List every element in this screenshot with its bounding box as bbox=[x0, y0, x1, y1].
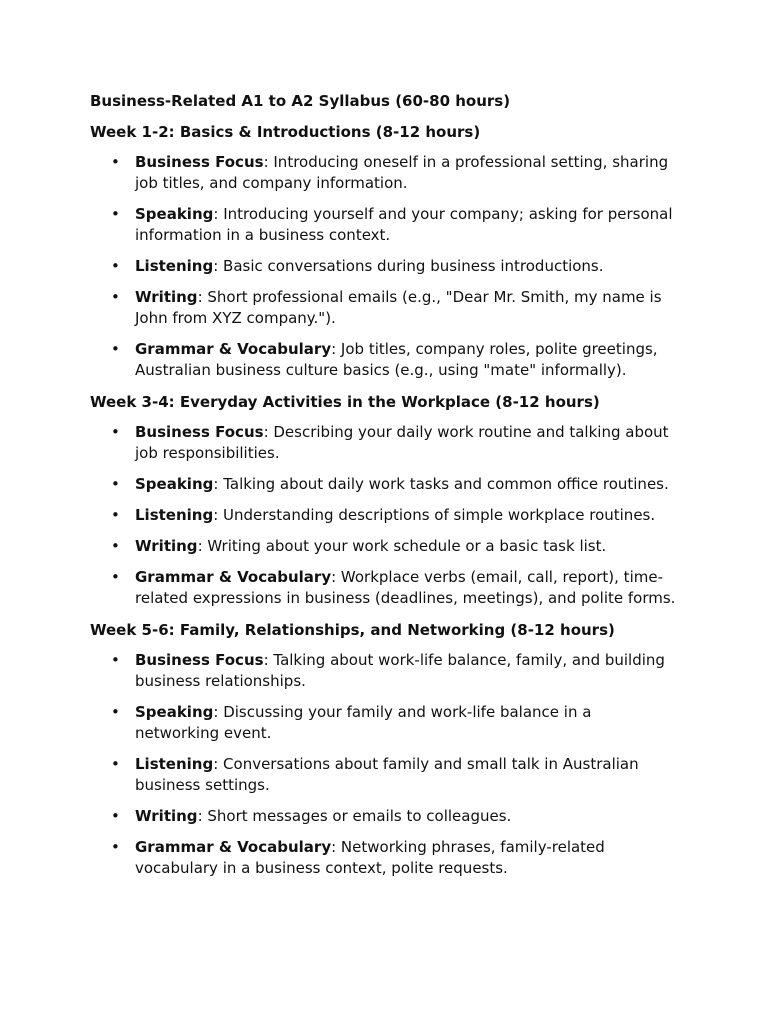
bullet-icon: • bbox=[111, 340, 120, 358]
bullet-icon: • bbox=[111, 475, 120, 493]
item-label: Listening bbox=[135, 755, 214, 773]
document-page bbox=[90, 91, 680, 890]
week-heading: Week 1-2: Basics & Introductions (8-12 hours) bbox=[90, 123, 481, 141]
bullet-icon: • bbox=[111, 205, 120, 223]
item-label: Writing bbox=[135, 288, 198, 306]
item-text: : Job titles, company roles, polite greetings, Australian business culture basics (e.g., using "mate" informally). bbox=[135, 340, 658, 379]
list-item bbox=[90, 837, 680, 879]
item-text: : Workplace verbs (email, call, report), time-related expressions in business (deadlines, meetings), and polite forms. bbox=[135, 568, 676, 607]
item-label: Business Focus bbox=[135, 651, 264, 669]
bullet-icon: • bbox=[111, 568, 120, 586]
bullet-icon: • bbox=[111, 807, 120, 825]
item-label: Speaking bbox=[135, 475, 214, 493]
list-item bbox=[90, 536, 680, 557]
item-label: Writing bbox=[135, 807, 198, 825]
topic-list bbox=[90, 650, 680, 879]
bullet-icon: • bbox=[111, 257, 120, 275]
bullet-icon: • bbox=[111, 838, 120, 856]
list-item bbox=[90, 650, 680, 692]
item-text: : Discussing your family and work-life balance in a networking event. bbox=[135, 703, 592, 742]
week-heading: Week 5-6: Family, Relationships, and Networking (8-12 hours) bbox=[90, 621, 615, 639]
item-text: : Short messages or emails to colleagues. bbox=[197, 807, 512, 825]
item-label: Listening bbox=[135, 257, 214, 275]
item-text: : Networking phrases, family-related vocabulary in a business context, polite requests. bbox=[135, 838, 605, 877]
item-text: : Basic conversations during business introductions. bbox=[213, 257, 604, 275]
item-label: Business Focus bbox=[135, 423, 264, 441]
list-item bbox=[90, 702, 680, 744]
bullet-icon: • bbox=[111, 651, 120, 669]
list-item bbox=[90, 339, 680, 381]
item-text: : Introducing oneself in a professional setting, sharing job titles, and company information. bbox=[135, 153, 669, 192]
item-text: : Understanding descriptions of simple workplace routines. bbox=[213, 506, 656, 524]
bullet-icon: • bbox=[111, 288, 120, 306]
item-label: Grammar & Vocabulary bbox=[135, 568, 332, 586]
list-item bbox=[90, 567, 680, 609]
item-text: : Talking about daily work tasks and common office routines. bbox=[213, 475, 669, 493]
item-label: Listening bbox=[135, 506, 214, 524]
item-text: : Conversations about family and small talk in Australian business settings. bbox=[135, 755, 639, 794]
item-label: Grammar & Vocabulary bbox=[135, 340, 332, 358]
bullet-icon: • bbox=[111, 703, 120, 721]
bullet-icon: • bbox=[111, 506, 120, 524]
item-label: Grammar & Vocabulary bbox=[135, 838, 332, 856]
list-item bbox=[90, 152, 680, 194]
list-item bbox=[90, 204, 680, 246]
week-heading: Week 3-4: Everyday Activities in the Workplace (8-12 hours) bbox=[90, 393, 600, 411]
item-label: Speaking bbox=[135, 205, 214, 223]
item-label: Writing bbox=[135, 537, 198, 555]
list-item bbox=[90, 474, 680, 495]
item-text: : Short professional emails (e.g., "Dear Mr. Smith, my name is John from XYZ company."). bbox=[135, 288, 662, 327]
list-item bbox=[90, 287, 680, 329]
list-item bbox=[90, 422, 680, 464]
bullet-icon: • bbox=[111, 153, 120, 171]
bullet-icon: • bbox=[111, 755, 120, 773]
list-item bbox=[90, 806, 680, 827]
item-text: : Writing about your work schedule or a basic task list. bbox=[197, 537, 607, 555]
bullet-icon: • bbox=[111, 423, 120, 441]
document-title: Business-Related A1 to A2 Syllabus (60-80 hours) bbox=[90, 92, 511, 110]
list-item bbox=[90, 505, 680, 526]
bullet-icon: • bbox=[111, 537, 120, 555]
item-text: : Describing your daily work routine and talking about job responsibilities. bbox=[135, 423, 669, 462]
item-label: Business Focus bbox=[135, 153, 264, 171]
item-text: : Talking about work-life balance, family, and building business relationships. bbox=[135, 651, 665, 690]
list-item bbox=[90, 754, 680, 796]
item-label: Speaking bbox=[135, 703, 214, 721]
topic-list bbox=[90, 152, 680, 381]
item-text: : Introducing yourself and your company; asking for personal information in a business context. bbox=[135, 205, 673, 244]
topic-list bbox=[90, 422, 680, 609]
list-item bbox=[90, 256, 680, 277]
